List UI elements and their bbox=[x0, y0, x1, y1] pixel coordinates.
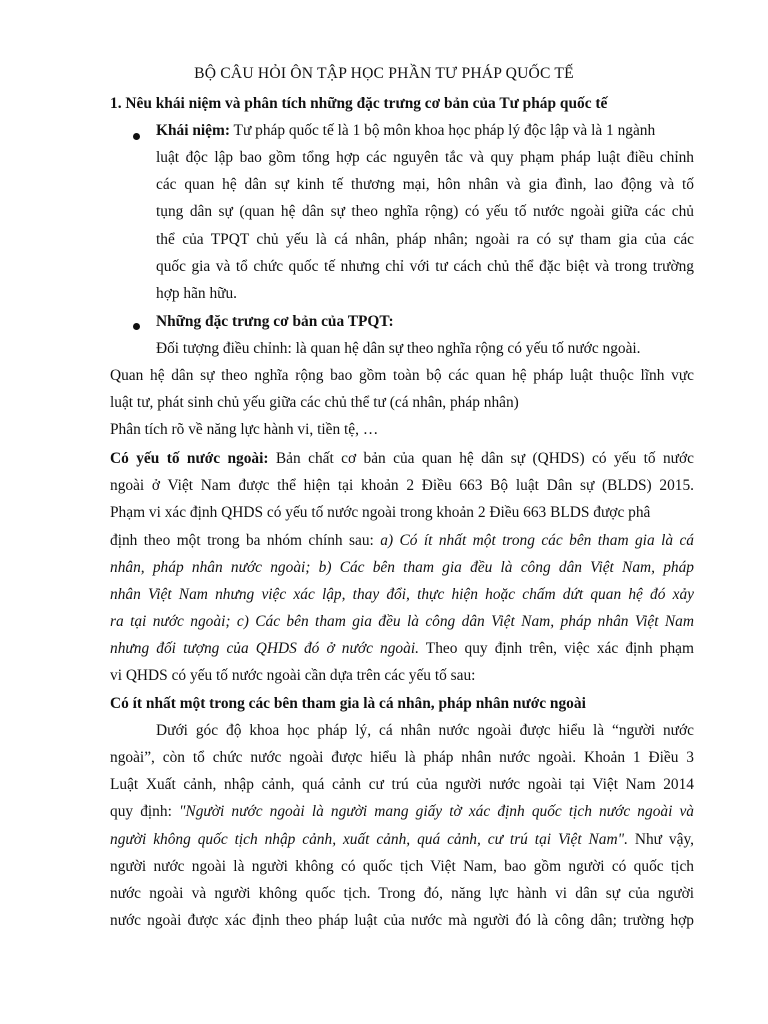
concept-text-1: Tư pháp quốc tế là 1 bộ môn khoa học pháp lý độc lập và là 1 ngành bbox=[233, 122, 656, 139]
concept-line-7: hợp hãn hữu. bbox=[156, 285, 238, 302]
foreign-label: Có yếu tố nước ngoài: bbox=[110, 450, 269, 467]
foreign-text-8b: Theo quy định trên, việc xác định phạm bbox=[418, 640, 694, 657]
para-line-3: Luật Xuất cảnh, nhập cảnh, quá cảnh cư trú của người nước ngoài tại Việt Nam 2014 bbox=[110, 776, 694, 793]
foreign-line-5: nhân, pháp nhân nước ngoài; b) Các bên tham gia đều là công dân Việt Nam, pháp bbox=[110, 559, 694, 576]
para-line-2: ngoài”, còn tổ chức nước ngoài được hiểu là pháp nhân nước ngoài. Khoản 1 Điều 3 bbox=[110, 749, 694, 766]
foreign-line-9: vi QHDS có yếu tố nước ngoài cần dựa trên các yếu tố sau: bbox=[110, 667, 476, 684]
foreign-line-4 bbox=[110, 532, 694, 550]
foreign-line-1 bbox=[110, 450, 694, 468]
foreign-text-8a: nhưng đối tượng của QHDS đó ở nước ngoài. bbox=[110, 640, 419, 657]
para-line-1: Dưới góc độ khoa học pháp lý, cá nhân nước ngoài được hiểu là “người nước bbox=[156, 722, 694, 739]
concept-line-5: thể của TPQT chủ yếu là cá nhân, pháp nhân; ngoài ra có sự tham gia của các bbox=[156, 231, 694, 248]
foreign-line-6: nhân Việt Nam nhưng việc xác lập, thay đổi, thực hiện hoặc chấm dứt quan hệ đó xảy bbox=[110, 586, 694, 603]
concept-line-2: luật độc lập bao gồm tổng hợp các nguyên tắc và quy phạm pháp luật điều chỉnh bbox=[156, 149, 694, 166]
para-line-4 bbox=[110, 803, 694, 821]
concept-label: Khái niệm: bbox=[156, 122, 230, 139]
foreign-line-7: ra tại nước ngoài; c) Các bên tham gia đều là công dân Việt Nam, pháp nhân Việt Nam bbox=[110, 613, 694, 630]
para-text-5b: Như vậy, bbox=[627, 831, 695, 848]
features-line-2: Quan hệ dân sự theo nghĩa rộng bao gồm toàn bộ các quan hệ pháp luật thuộc lĩnh vực bbox=[110, 367, 694, 384]
section-heading-1: 1. Nêu khái niệm và phân tích những đặc trưng cơ bản của Tư pháp quốc tế bbox=[110, 95, 608, 112]
features-line-4: Phân tích rõ về năng lực hành vi, tiền tệ, … bbox=[110, 421, 379, 438]
bullet-icon bbox=[133, 323, 140, 330]
foreign-line-2: ngoài ở Việt Nam được thể hiện tại khoản 2 Điều 663 Bộ luật Dân sự (BLDS) 2015. bbox=[110, 477, 694, 494]
foreign-line-8 bbox=[110, 640, 694, 658]
foreign-text-4b: a) Có ít nhất một trong các bên tham gia là cá bbox=[380, 532, 694, 549]
document-title: BỘ CÂU HỎI ÔN TẬP HỌC PHẦN TƯ PHÁP QUỐC TẾ bbox=[194, 65, 574, 82]
para-text-5a: người không quốc tịch nhập cảnh, xuất cảnh, quá cảnh, cư trú tại Việt Nam". bbox=[110, 831, 628, 848]
para-text-4b: "Người nước ngoài là người mang giấy tờ xác định quốc tịch nước ngoài và bbox=[178, 803, 695, 820]
features-label: Những đặc trưng cơ bản của TPQT: bbox=[156, 313, 394, 330]
concept-line-4: tụng dân sự (quan hệ dân sự theo nghĩa rộng) có yếu tố nước ngoài giữa các chủ bbox=[156, 203, 694, 220]
bullet-icon bbox=[133, 133, 140, 140]
features-line-3: luật tư, phát sinh chủ yếu giữa các chủ thể tư (cá nhân, pháp nhân) bbox=[110, 394, 519, 411]
para-text-4a: quy định: bbox=[110, 803, 179, 820]
para-line-6: người nước ngoài là người không có quốc tịch Việt Nam, bao gồm người có quốc tịch bbox=[110, 858, 694, 875]
concept-line-3: các quan hệ dân sự kinh tế thương mại, hôn nhân và gia đình, lao động và tố bbox=[156, 176, 694, 193]
foreign-text-1: Bản chất cơ bản của quan hệ dân sự (QHDS) có yếu tố nước bbox=[275, 450, 694, 467]
section-heading-2: Có ít nhất một trong các bên tham gia là cá nhân, pháp nhân nước ngoài bbox=[110, 695, 586, 712]
concept-line-6: quốc gia và tổ chức quốc tế nhưng chỉ với tư cách chủ thể đặc biệt và trong trường bbox=[156, 258, 694, 275]
para-line-7: nước ngoài và người không quốc tịch. Trong đó, năng lực hành vi dân sự của người bbox=[110, 885, 694, 902]
concept-line-1 bbox=[156, 122, 655, 140]
para-line-5 bbox=[110, 831, 694, 849]
foreign-text-4a: định theo một trong ba nhóm chính sau: bbox=[110, 532, 381, 549]
foreign-line-3: Phạm vi xác định QHDS có yếu tố nước ngoài trong khoản 2 Điều 663 BLDS được phâ bbox=[110, 504, 651, 521]
para-line-8: nước ngoài được xác định theo pháp luật của nước mà người đó là công dân; trường hợp bbox=[110, 912, 694, 929]
features-line-1: Đối tượng điều chỉnh: là quan hệ dân sự theo nghĩa rộng có yếu tố nước ngoài. bbox=[156, 340, 641, 357]
